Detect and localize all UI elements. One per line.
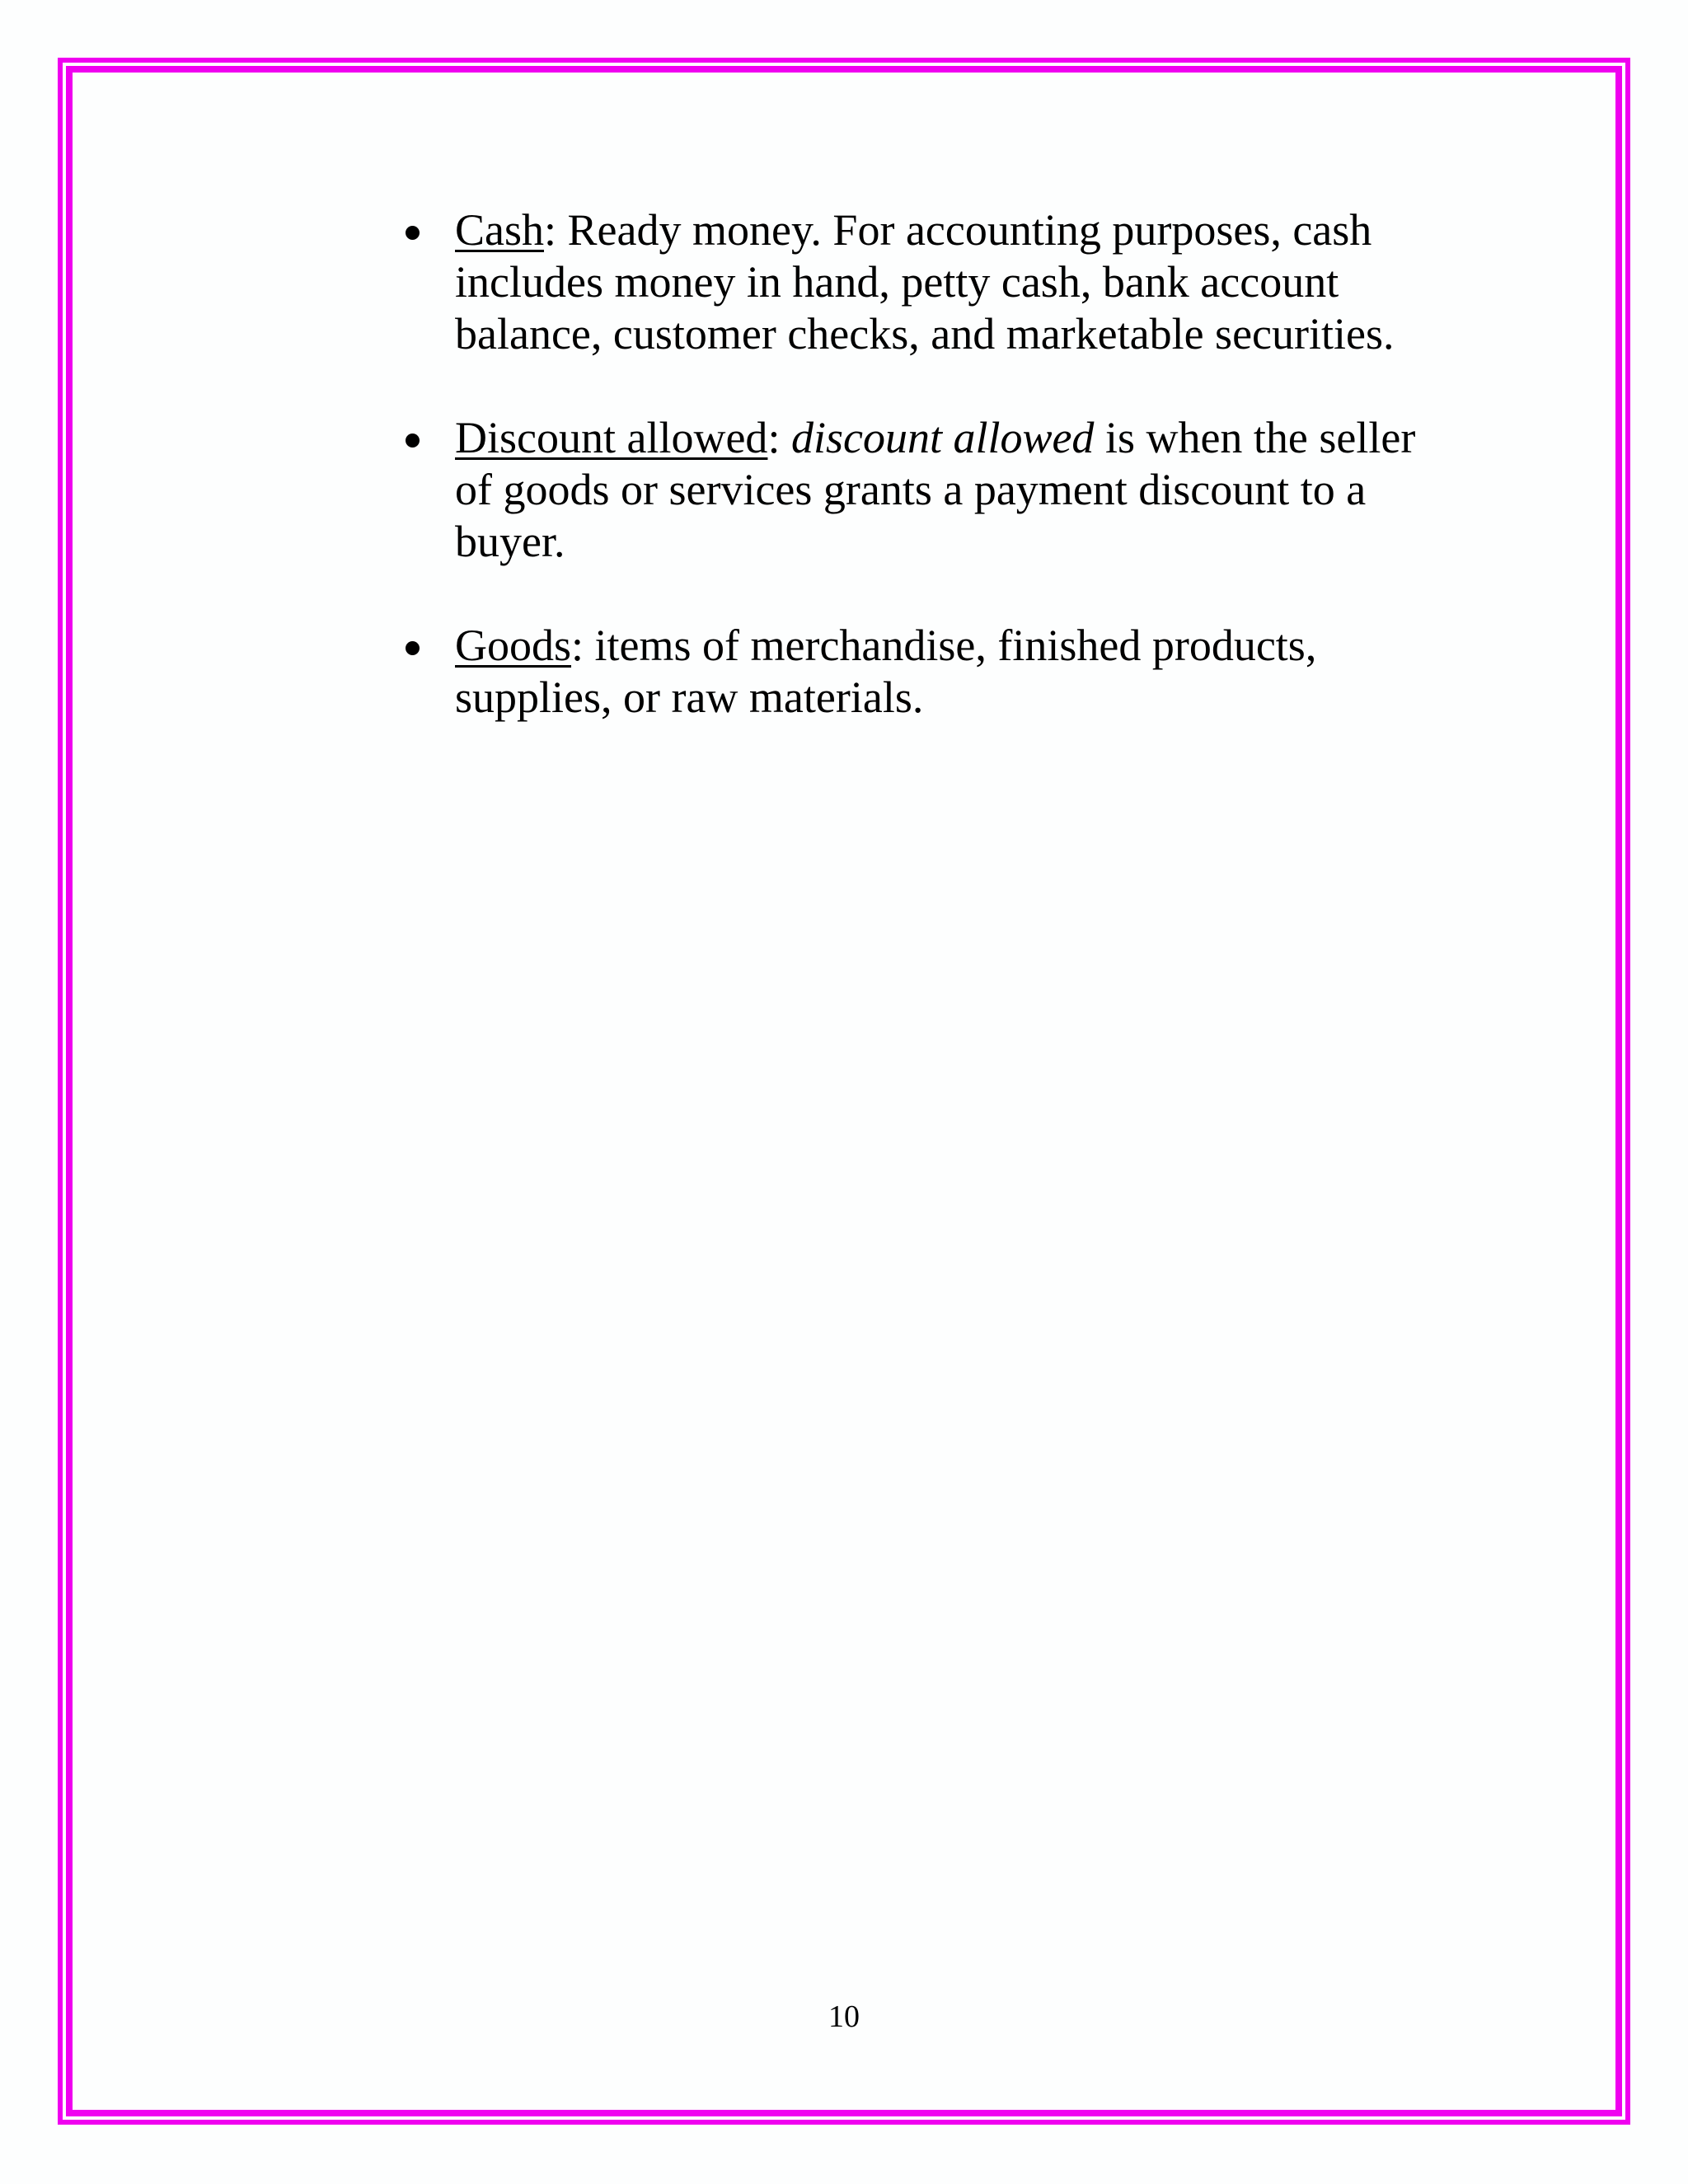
- page-content: [402, 204, 1441, 776]
- definition-text: items of merchandise, finished products, supplies, or raw materials.: [455, 621, 1317, 722]
- definition-separator: :: [544, 205, 557, 255]
- definition-term: Cash: [455, 205, 544, 255]
- page-number: 10: [828, 1999, 860, 2034]
- bullet-icon: [406, 641, 420, 655]
- definition-text: is when the seller of goods or services grants a payment discount to a buyer.: [455, 413, 1416, 566]
- definition-text: Ready money. For accounting purposes, cash includes money in hand, petty cash, bank account balance, customer checks, and marketable securities.: [455, 205, 1395, 359]
- bullet-icon: [406, 434, 420, 448]
- definition-separator: :: [571, 621, 584, 670]
- definition-emphasis: discount allowed: [790, 413, 1095, 462]
- definition-item-cash: [402, 204, 1441, 360]
- definition-item-discount-allowed: [402, 412, 1441, 568]
- definition-list: [402, 204, 1441, 724]
- definition-separator: :: [767, 413, 791, 462]
- bullet-icon: [406, 226, 420, 240]
- definition-term: Goods: [455, 621, 572, 670]
- definition-item-goods: [402, 620, 1441, 724]
- definition-term: Discount allowed: [455, 413, 768, 462]
